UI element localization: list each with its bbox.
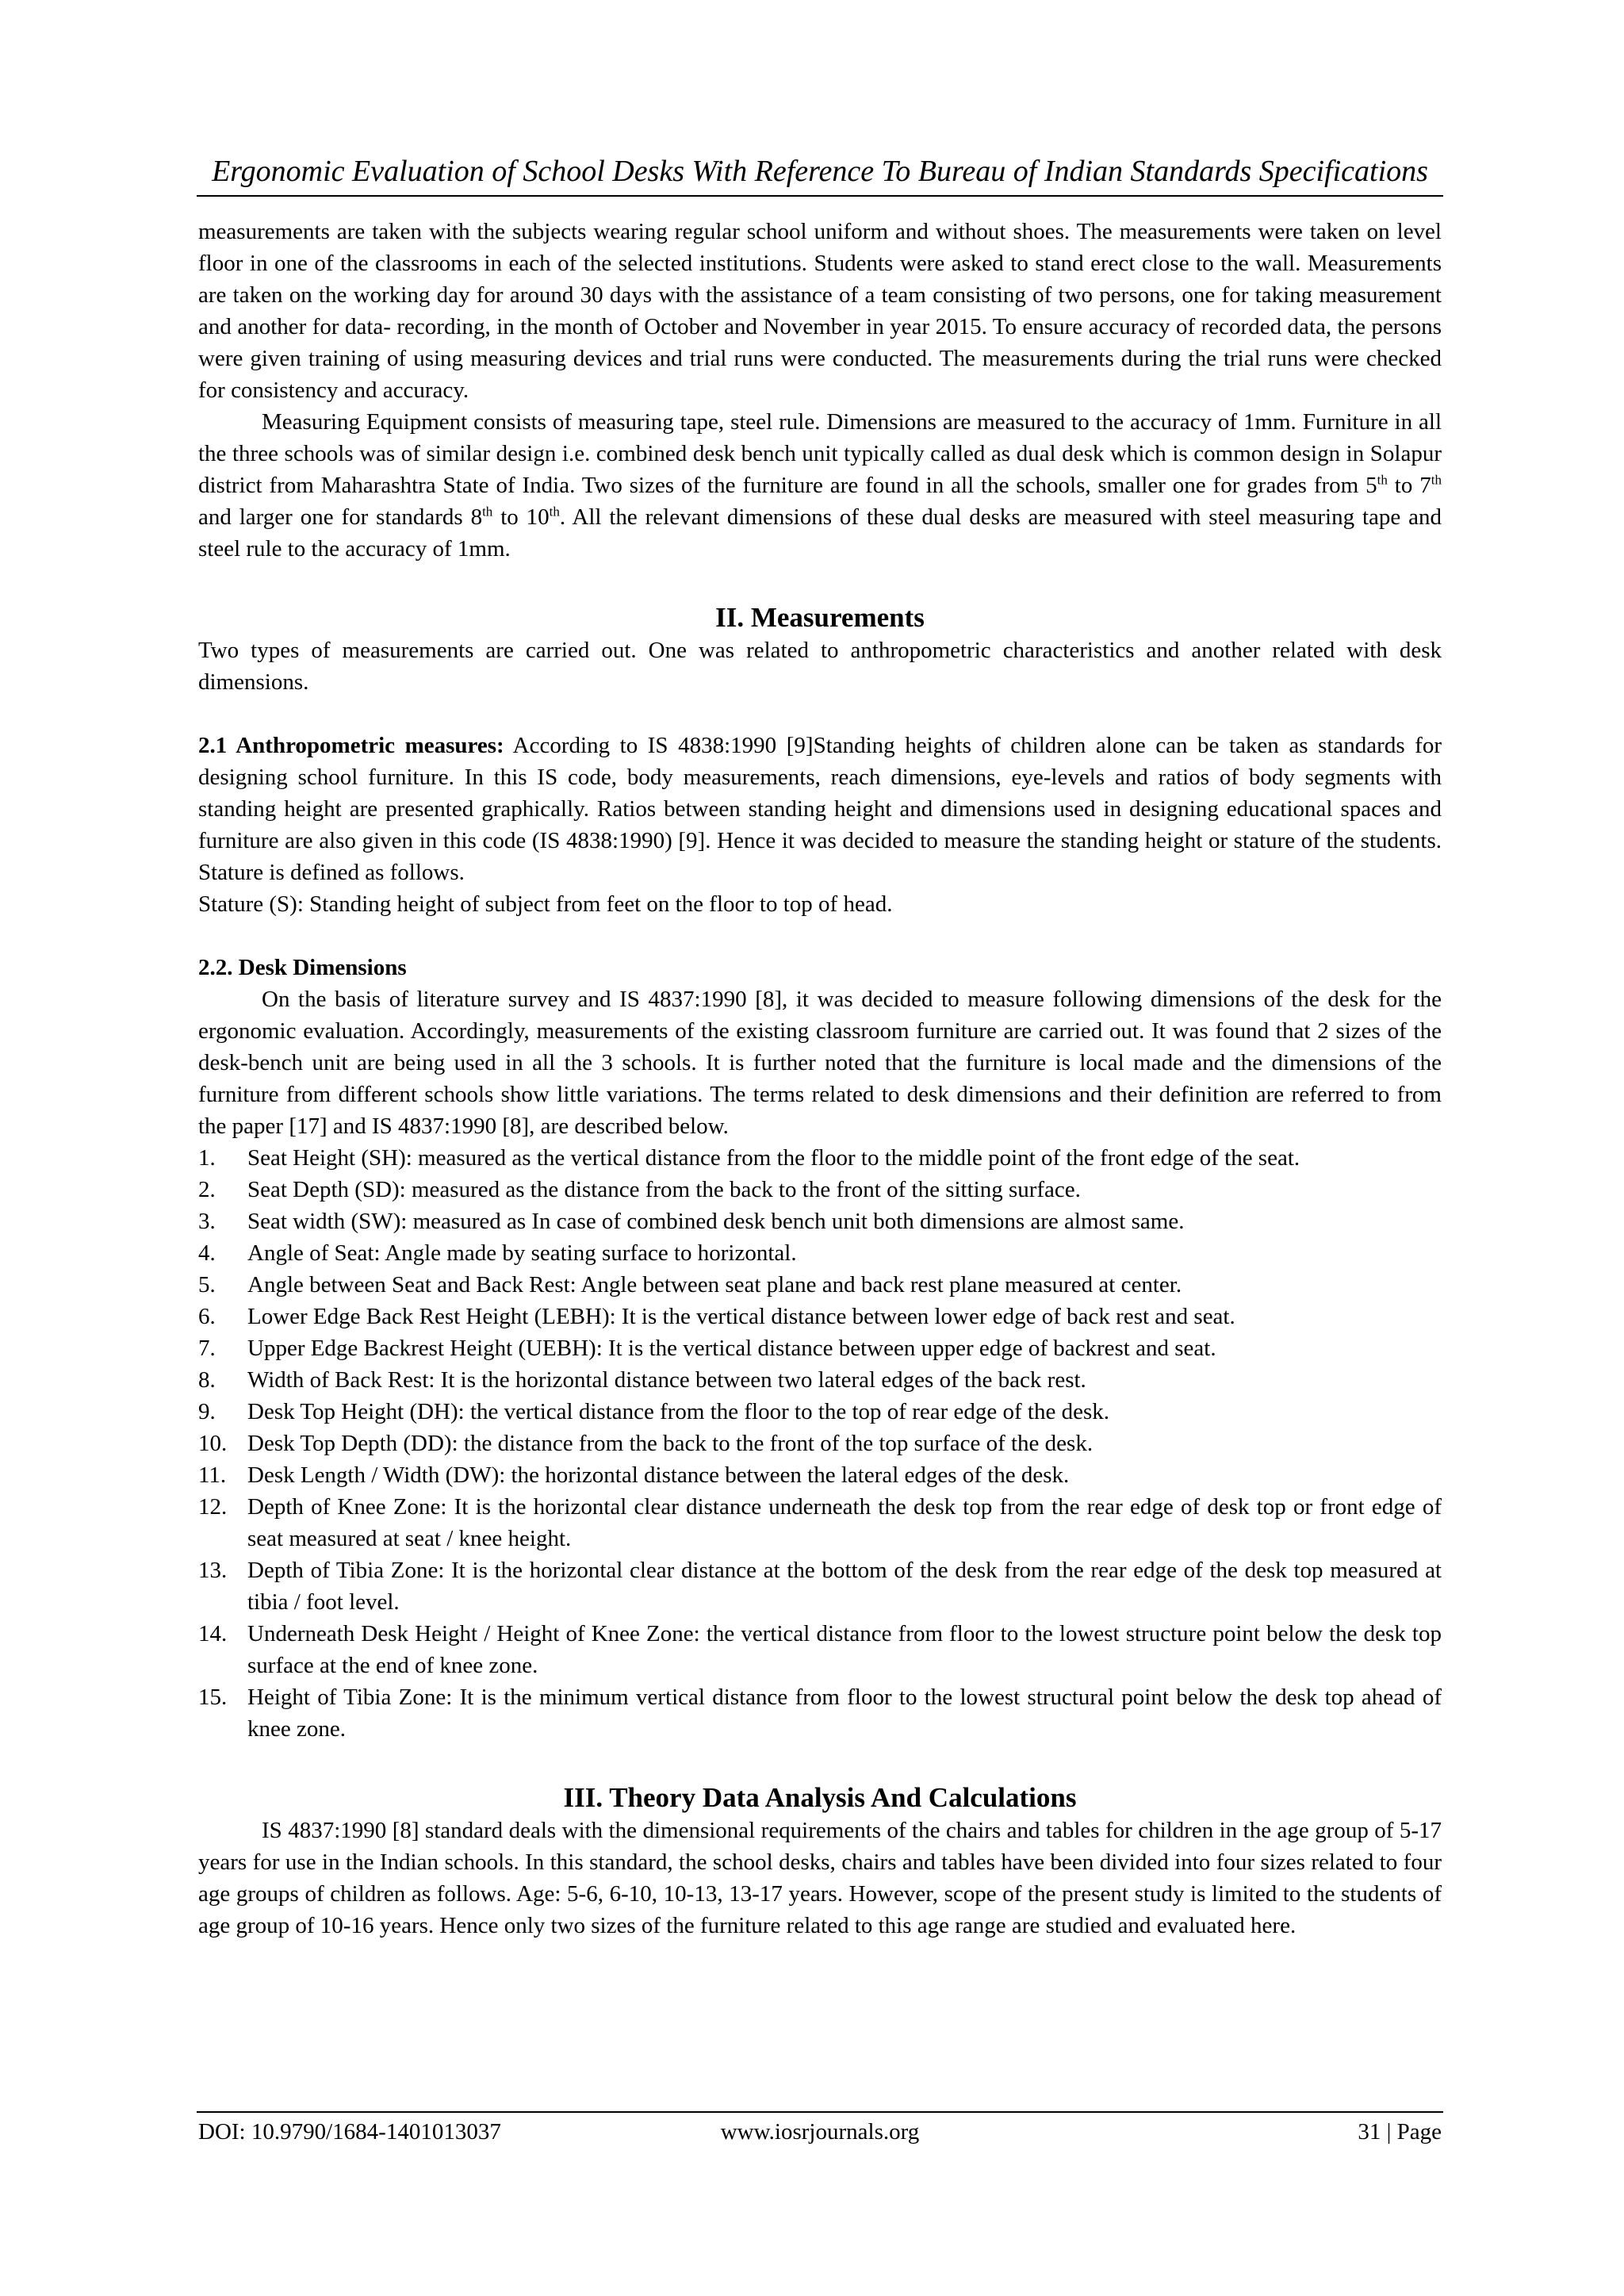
footer-rule	[197, 2111, 1443, 2113]
list-item	[198, 1332, 1442, 1364]
p2-sup-1: th	[1377, 472, 1388, 488]
p2-sup-3: th	[482, 504, 493, 519]
list-number: 1.	[198, 1145, 216, 1171]
anthropometric-paragraph	[198, 730, 1442, 888]
intro-paragraph-2	[198, 406, 1442, 565]
list-number: 7.	[198, 1336, 216, 1361]
list-text: Seat Depth (SD): measured as the distance from the back to the front of the sitting surface.	[247, 1177, 1081, 1202]
p2-text-d: to 10	[492, 504, 550, 530]
list-number: 10.	[198, 1431, 228, 1456]
list-number: 11.	[198, 1462, 227, 1488]
list-number: 3.	[198, 1209, 216, 1234]
list-number: 4.	[198, 1240, 216, 1266]
anthropometric-label: 2.1 Anthropometric measures:	[198, 733, 504, 758]
list-number: 2.	[198, 1177, 216, 1202]
list-text: Angle between Seat and Back Rest: Angle between seat plane and back rest plane measured at center.	[247, 1272, 1182, 1297]
list-text: Depth of Tibia Zone: It is the horizontal clear distance at the bottom of the desk from the rear edge of the desk top measured at tibia / foot level.	[247, 1558, 1442, 1615]
desk-dimension-list	[198, 1142, 1442, 1745]
p2-text-a: Measuring Equipment consists of measuring tape, steel rule. Dimensions are measured to the accuracy of 1mm. Furniture in all the three schools was of similar design i.e. combined desk bench unit typically called as dual desk which is common design in Solapur district from Maharashtra State of India. Two sizes of the furniture are found in all the schools, smaller one for grades from 5	[198, 409, 1442, 498]
list-item	[198, 1237, 1442, 1269]
intro-paragraph-1: measurements are taken with the subjects wearing regular school uniform and without shoes. The measurements were taken on level floor in one of the classrooms in each of the selected institutions. Students were asked to stand erect close to the wall. Measurements are taken on the working day for around 30 days with the assistance of a team consisting of two persons, one for taking measurement and another for data- recording, in the month of October and November in year 2015. To ensure accuracy of recorded data, the persons were given training of using measuring devices and trial runs were conducted. The measurements during the trial runs were checked for consistency and accuracy.	[198, 219, 1442, 403]
list-item	[198, 1428, 1442, 1459]
page-body	[198, 216, 1442, 1941]
p2-text-e: . All the relevant dimensions of these dual desks are measured with steel measuring tape and steel rule to the accuracy of 1mm.	[198, 504, 1442, 562]
desk-dimensions-paragraph: On the basis of literature survey and IS 4837:1990 [8], it was decided to measure following dimensions of the desk for the ergonomic evaluation. Accordingly, measurements of the existing classroom furniture are carried out. It was found that 2 sizes of the desk-bench unit are being used in all the 3 schools. It is further noted that the furniture is local made and the dimensions of the furniture from different schools show little variations. The terms related to desk dimensions and their definition are referred to from the paper [17] and IS 4837:1990 [8], are described below.	[198, 987, 1442, 1139]
list-number: 12.	[198, 1494, 228, 1520]
section-2-intro: Two types of measurements are carried out. One was related to anthropometric characteristics and another related with desk dimensions.	[198, 638, 1442, 695]
list-item	[198, 1269, 1442, 1301]
list-number: 5.	[198, 1272, 216, 1297]
list-item	[198, 1142, 1442, 1174]
header-rule	[197, 195, 1443, 197]
p2-sup-4: th	[549, 504, 560, 519]
list-item	[198, 1396, 1442, 1428]
list-number: 6.	[198, 1304, 216, 1329]
list-item	[198, 1205, 1442, 1237]
p2-text-c: and larger one for standards 8	[198, 504, 483, 530]
list-item	[198, 1459, 1442, 1491]
list-item	[198, 1618, 1442, 1681]
section-3-paragraph: IS 4837:1990 [8] standard deals with the dimensional requirements of the chairs and tables for children in the age group of 5-17 years for use in the Indian schools. In this standard, the school desks, chairs and tables have been divided into four sizes related to four age groups of children as follows. Age: 5-6, 6-10, 10-13, 13-17 years. However, scope of the present study is limited to the students of age group of 10-16 years. Hence only two sizes of the furniture related to this age range are studied and evaluated here.	[198, 1818, 1442, 1938]
list-text: Desk Top Depth (DD): the distance from the back to the front of the top surface of the desk.	[247, 1431, 1094, 1456]
doi-text: DOI: 10.9790/1684-1401013037	[198, 2119, 501, 2145]
list-item	[198, 1364, 1442, 1396]
list-item	[198, 1491, 1442, 1554]
section-2-heading: II. Measurements	[715, 602, 925, 633]
list-number: 15.	[198, 1685, 228, 1710]
journal-url: www.iosrjournals.org	[720, 2119, 920, 2145]
list-text: Seat Height (SH): measured as the vertical distance from the floor to the middle point of the front edge of the seat.	[247, 1145, 1300, 1171]
list-text: Desk Length / Width (DW): the horizontal distance between the lateral edges of the desk.	[247, 1462, 1070, 1488]
list-item	[198, 1174, 1442, 1205]
stature-definition: Stature (S): Standing height of subject from feet on the floor to top of head.	[198, 891, 893, 917]
list-text: Angle of Seat: Angle made by seating surface to horizontal.	[247, 1240, 797, 1266]
list-number: 8.	[198, 1367, 216, 1393]
list-item	[198, 1681, 1442, 1745]
list-number: 13.	[198, 1558, 228, 1583]
running-header: Ergonomic Evaluation of School Desks With Reference To Bureau of Indian Standards Specifications	[212, 155, 1428, 188]
list-text: Seat width (SW): measured as In case of combined desk bench unit both dimensions are almost same.	[247, 1209, 1185, 1234]
page-number: 31 | Page	[1358, 2119, 1442, 2145]
list-item	[198, 1301, 1442, 1332]
list-number: 14.	[198, 1621, 228, 1646]
list-number: 9.	[198, 1399, 216, 1424]
list-text: Desk Top Height (DH): the vertical distance from the floor to the top of rear edge of the desk.	[247, 1399, 1110, 1424]
section-3-heading: III. Theory Data Analysis And Calculations	[563, 1782, 1077, 1813]
desk-dimensions-heading: 2.2. Desk Dimensions	[198, 955, 407, 980]
list-text: Upper Edge Backrest Height (UEBH): It is the vertical distance between upper edge of backrest and seat.	[247, 1336, 1216, 1361]
list-item	[198, 1554, 1442, 1618]
list-text: Width of Back Rest: It is the horizontal distance between two lateral edges of the back rest.	[247, 1367, 1086, 1393]
list-text: Depth of Knee Zone: It is the horizontal clear distance underneath the desk top from the rear edge of desk top or front edge of seat measured at seat / knee height.	[247, 1494, 1442, 1551]
p2-text-b: to 7	[1387, 473, 1431, 498]
p2-sup-2: th	[1431, 472, 1442, 488]
anthropometric-text: According to IS 4838:1990 [9]Standing heights of children alone can be taken as standards for designing school furniture. In this IS code, body measurements, reach dimensions, eye-levels and ratios of body segments with standing height are presented graphically. Ratios between standing height and dimensions used in designing educational spaces and furniture are also given in this code (IS 4838:1990) [9]. Hence it was decided to measure the standing height or stature of the students. Stature is defined as follows.	[198, 733, 1442, 885]
list-text: Height of Tibia Zone: It is the minimum vertical distance from floor to the lowest structural point below the desk top ahead of knee zone.	[247, 1685, 1442, 1742]
list-text: Underneath Desk Height / Height of Knee Zone: the vertical distance from floor to the lowest structure point below the desk top surface at the end of knee zone.	[247, 1621, 1442, 1678]
list-text: Lower Edge Back Rest Height (LEBH): It is the vertical distance between lower edge of back rest and seat.	[247, 1304, 1235, 1329]
